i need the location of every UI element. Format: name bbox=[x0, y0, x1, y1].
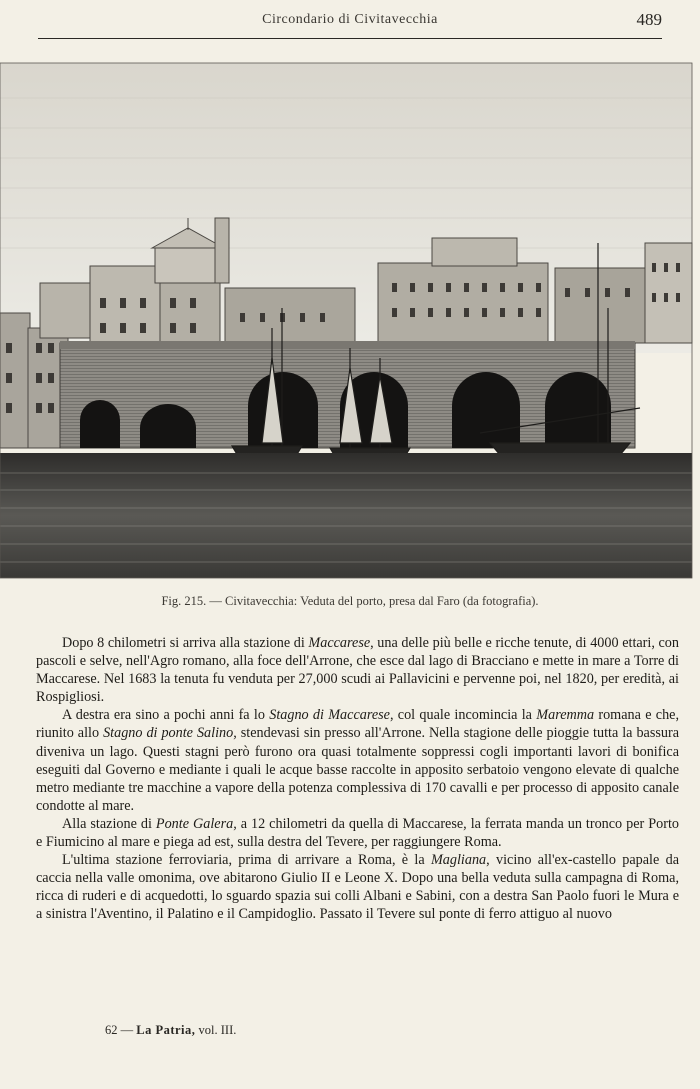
harbor-engraving bbox=[0, 58, 700, 588]
text-run: , col quale incomincia la bbox=[389, 707, 537, 724]
italic-term: Maccarese bbox=[308, 635, 371, 651]
italic-term: Stagno di ponte Salino bbox=[103, 725, 234, 742]
page-number: 489 bbox=[636, 10, 662, 29]
text-run: A destra era sino a pochi anni fa lo bbox=[62, 707, 270, 724]
text-run: , vicino all'ex-castello papale da caccia nella valle omonima, ove abitarono Giulio II e Leone X. Dopo una bella veduta sulla campagna di Roma, ricca di ruderi e di acquedotti, lo sguardo spazia sui colli Albani e Sabini, con a destra San Paolo fuori le Mura e a sinistra l'Aventino, il Palatino e il Campidoglio. Passato il Tevere sul ponte di ferro attiguo al nuovo bbox=[36, 852, 679, 923]
paragraph bbox=[36, 634, 679, 706]
article-body bbox=[36, 634, 679, 924]
harbor-water bbox=[0, 453, 692, 578]
italic-term: Magliana bbox=[430, 852, 487, 869]
text-run: , a 12 chilometri da quella di Maccarese, la ferrata manda un tronco per Porto e Fiumicino al mare e piega ad est, sulla destra del Tevere, per raggiungere Roma. bbox=[36, 815, 679, 851]
paragraph bbox=[36, 815, 679, 851]
paragraph bbox=[36, 706, 679, 815]
work-title: La Patria, bbox=[136, 1023, 196, 1037]
volume-label: vol. III. bbox=[198, 1023, 237, 1037]
italic-term: Maremma bbox=[536, 707, 595, 724]
italic-term: Stagno di Maccarese bbox=[269, 707, 390, 724]
page-footer bbox=[105, 1023, 236, 1038]
text-run: , stendevasi sin presso all'Arrone. Nella stagione delle pioggie tutta la bassura diveniva un lago. Questi stagni però furono ora quasi totalmente soppressi cogli importanti lavori di bonifica eseguiti dal Governo e mediante i quali le acque basse raccolte in apposito serbatoio vengono elevate di qualche metro mediante tre macchine a vapore della potenza complessiva di 170 cavalli e per processo di apposito canale condotte al mare. bbox=[36, 725, 679, 814]
running-title: Circondario di Civitavecchia bbox=[262, 12, 438, 27]
text-run: Dopo 8 chilometri si arriva alla stazione di bbox=[62, 635, 309, 651]
signature-mark: 62 — bbox=[105, 1023, 134, 1037]
paragraph bbox=[36, 851, 679, 923]
text-run: , una delle più belle e ricche tenute, di 4000 ettari, con pascoli e selve, nell'Agro romano, alla foce dell'Arrone, che esce dal lago di Bracciano e mette in mare a Torre di Maccarese. Nel 1683 la tenuta fu venduta per 27,000 scudi ai Pallavicini e pervenne poi, nel 1820, per eredità, ai Rospigliosi. bbox=[36, 635, 679, 706]
figure-caption: Fig. 215. — Civitavecchia: Veduta del porto, presa dal Faro (da fotografia). bbox=[161, 594, 539, 608]
italic-term: Ponte Galera bbox=[155, 815, 234, 832]
running-header bbox=[38, 8, 662, 39]
text-run: L'ultima stazione ferroviaria, prima di arrivare a Roma, è la bbox=[62, 852, 431, 869]
text-run: Alla stazione di bbox=[62, 815, 156, 832]
text-run: romana e che, riunito allo bbox=[36, 707, 680, 742]
